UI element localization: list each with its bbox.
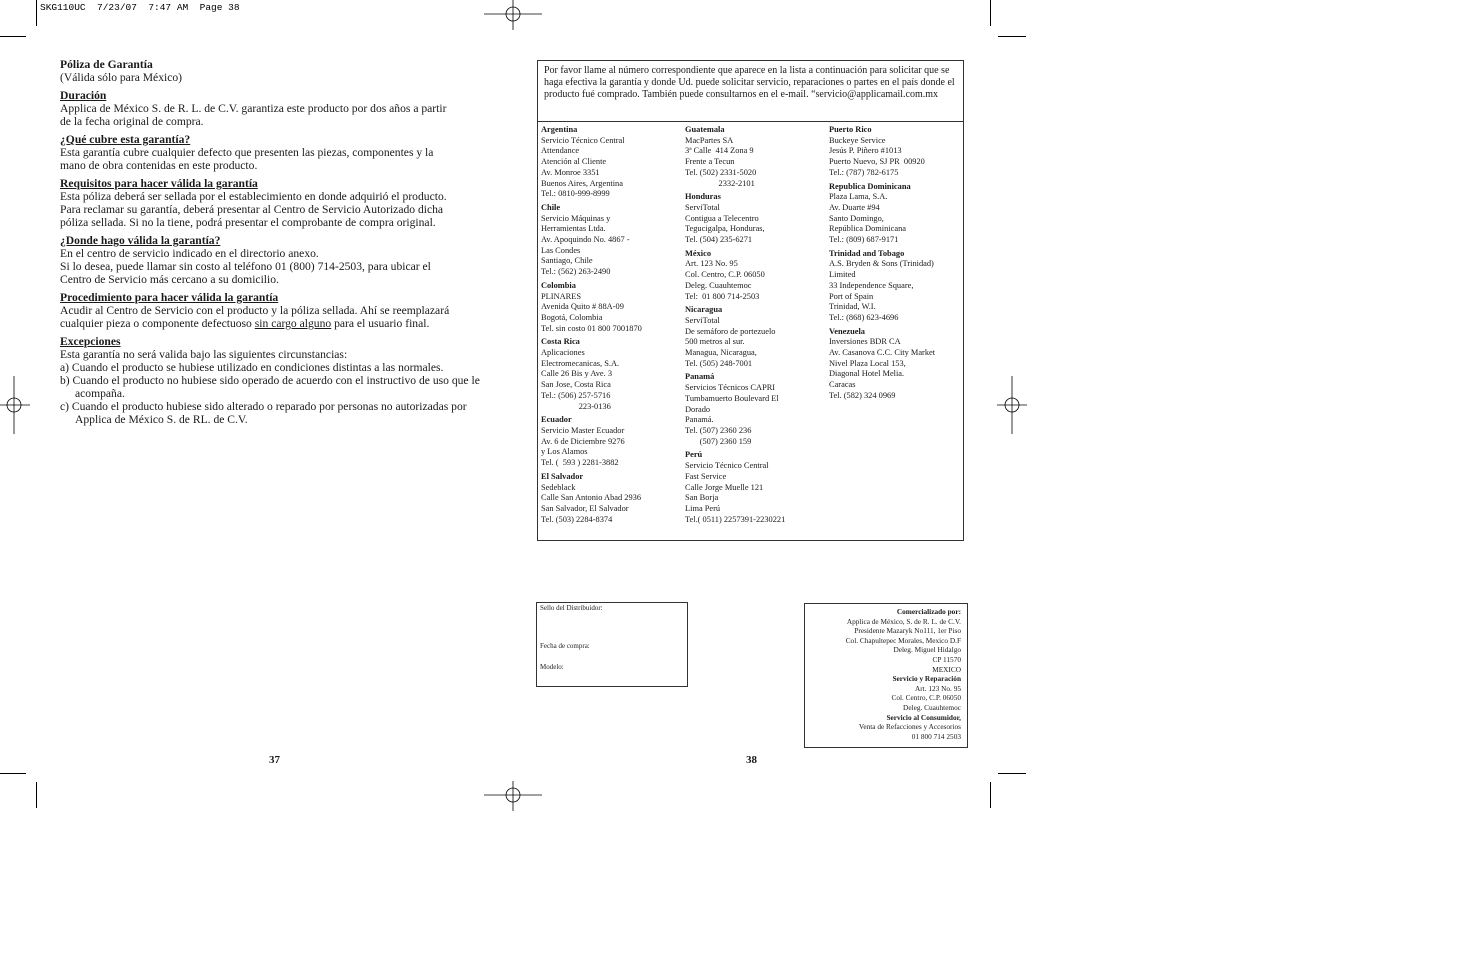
- address-line: Managua, Nicaragua,: [685, 348, 757, 358]
- directory-intro: Por favor llame al número correspondiente que aparece en la lista a continuación para solicitar que se haga efectiva la garantía y donde Ud. puede solicitar servicio, reparaciones o partes en el país donde el producto fué comprado. También puede consultarnos en el e-mail. “servicio@applicamail.com.mx: [538, 61, 963, 122]
- marketed-by-line: Col. Chapultepec Morales, Mexico D.F: [845, 635, 961, 645]
- section-line: Esta póliza deberá ser sellada por el establecimiento en donde adquirió el producto.: [60, 190, 447, 203]
- country-name: México: [685, 248, 712, 258]
- address-line: Avenida Quito # 88A-09: [541, 302, 624, 312]
- section-line: póliza sellada. Si no la tiene, podrá presentar el comprobante de compra original.: [60, 216, 436, 229]
- address-line: A.S. Bryden & Sons (Trinidad): [829, 259, 934, 269]
- registration-mark-icon: [0, 376, 30, 434]
- marketed-by-line: Applica de México, S. de R. L. de C.V.: [846, 616, 961, 626]
- section-text: [60, 190, 500, 229]
- address-line: 33 Independence Square,: [829, 280, 914, 290]
- address-line: Deleg. Cuauhtemoc: [685, 280, 752, 290]
- section-line: mano de obra contenidas en este producto.: [60, 159, 258, 172]
- marketed-by-line: Deleg. Cuauhtemoc: [903, 702, 961, 712]
- section-heading: Requisitos para hacer válida la garantía: [60, 177, 258, 190]
- crop-mark: [36, 0, 37, 26]
- exceptions-intro: Esta garantía no será valida bajo las siguientes circunstancias:: [60, 348, 348, 361]
- section-line: Si lo desea, puede llamar sin costo al teléfono 01 (800) 714-2503, para ubicar el: [60, 260, 431, 273]
- country-name: Venezuela: [829, 326, 865, 336]
- section-line: Para reclamar su garantía, deberá presentar al Centro de Servicio Autorizado dicha: [60, 203, 444, 216]
- model-label: Modelo:: [540, 663, 564, 671]
- warranty-policy: [60, 58, 500, 426]
- exception-item: b) Cuando el producto no hubiese sido operado de acuerdo con el instructivo de uso que le acompaña.: [60, 374, 480, 400]
- address-line: PLINARES: [541, 291, 582, 301]
- section-line: Applica de México S. de R. L. de C.V. garantiza este producto por dos años a partir: [60, 102, 447, 115]
- purchase-date-label: Fecha de compra:: [540, 642, 590, 650]
- distributor-stamp-box: [536, 602, 688, 687]
- address-line: 500 metros al sur.: [685, 337, 745, 347]
- country-name: Perú: [685, 450, 703, 460]
- country-name: Guatemala: [685, 125, 725, 134]
- country-entry: [541, 472, 642, 526]
- country-entry: [685, 450, 785, 525]
- address-line: Diagonal Hotel Melia.: [829, 369, 905, 379]
- country-entry: [541, 281, 642, 335]
- address-line: 223-0136: [541, 401, 611, 411]
- address-line: Sedeblack: [541, 482, 576, 492]
- address-line: (507) 2360 159: [685, 436, 752, 446]
- country-name: Argentina: [541, 125, 578, 134]
- country-entry: [685, 249, 785, 303]
- country-name: El Salvador: [541, 471, 584, 481]
- country-name: Puerto Rico: [829, 125, 872, 134]
- address-line: Fast Service: [685, 471, 727, 481]
- address-line: República Dominicana: [829, 224, 906, 234]
- address-line: Frente a Tecun: [685, 157, 735, 167]
- address-line: Contigua a Telecentro: [685, 213, 759, 223]
- procedure-heading: Procedimiento para hacer válida la garantía: [60, 291, 279, 304]
- address-line: Las Condes: [541, 245, 581, 255]
- country-name: Trinidad and Tobago: [829, 248, 905, 258]
- address-line: Servicio Master Ecuador: [541, 425, 625, 435]
- address-line: Col. Centro, C.P. 06050: [685, 270, 765, 280]
- address-line: Tel. sin costo 01 800 7001870: [541, 323, 642, 333]
- address-line: Herramientas Ltda.: [541, 224, 606, 234]
- address-line: San Jose, Costa Rica: [541, 380, 611, 390]
- exception-item: a) Cuando el producto se hubiese utilizado en condiciones distintas a las normales.: [60, 361, 444, 374]
- country-name: Republica Dominicana: [829, 181, 911, 191]
- procedure-text: Acudir al Centro de Servicio con el producto y la póliza sellada. Ahí se reemplazará cualquier pieza o componente defectuoso sin cargo alguno para el usuario final.: [60, 304, 450, 330]
- marketed-by-line: Col. Centro, C.P. 06050: [891, 693, 961, 703]
- crop-mark: [990, 0, 991, 26]
- registration-mark-icon: [997, 376, 1027, 434]
- marketed-by-line: Servicio al Consumidor,: [886, 712, 961, 722]
- address-line: De semáforo de portezuelo: [685, 326, 776, 336]
- address-line: Servicios Técnicos CAPRI: [685, 383, 776, 393]
- address-line: Av. Casanova C.C. City Market: [829, 348, 936, 358]
- exceptions-list: [60, 361, 500, 426]
- address-line: Inversiones BDR CA: [829, 337, 901, 347]
- address-line: Tel. (504) 235-6271: [685, 235, 753, 245]
- country-name: Nicaragua: [685, 305, 723, 315]
- address-line: Buckeye Service: [829, 135, 886, 145]
- section-line: de la fecha original de compra.: [60, 115, 204, 128]
- address-line: Av. 6 de Diciembre 9276: [541, 436, 625, 446]
- address-line: Buenos Aires, Argentina: [541, 178, 623, 188]
- crop-mark: [990, 782, 991, 808]
- crop-mark: [0, 36, 26, 37]
- address-line: Tel. (502) 2331-5020: [685, 167, 757, 177]
- country-name: Chile: [541, 202, 561, 212]
- section-line: Esta garantía cubre cualquier defecto que presenten las piezas, componentes y la: [60, 146, 434, 159]
- registration-mark-icon: [484, 0, 542, 30]
- address-line: Servicio Máquinas y: [541, 213, 611, 223]
- section-line: En el centro de servicio indicado en el directorio anexo.: [60, 247, 319, 260]
- address-line: Servicio Técnico Central: [541, 135, 625, 145]
- address-line: San Borja: [685, 493, 719, 503]
- marketed-by-box: [804, 603, 968, 748]
- address-line: Caracas: [829, 380, 856, 390]
- country-entry: [541, 125, 642, 200]
- directory-column: [685, 125, 785, 528]
- directory-column: [541, 125, 642, 528]
- address-line: Tel.: (787) 782-6175: [829, 167, 899, 177]
- address-line: Trinidad, W.I.: [829, 302, 876, 312]
- page-number-left: 37: [269, 754, 280, 766]
- country-entry: [685, 192, 785, 246]
- address-line: Plaza Lama, S.A.: [829, 192, 888, 202]
- section-text: [60, 247, 500, 286]
- warranty-title: Póliza de Garantía: [60, 58, 153, 71]
- address-line: Attendance: [541, 146, 580, 156]
- service-directory-box: [537, 60, 964, 541]
- exception-item: c) Cuando el producto hubiese sido alterado o reparado por personas no autorizadas por Applica de México S. de RL. de C.V.: [60, 400, 467, 426]
- address-line: ServiTotal: [685, 315, 720, 325]
- address-line: Tel. (507) 2360 236: [685, 425, 752, 435]
- address-line: Dorado: [685, 404, 711, 414]
- address-line: Lima Perú: [685, 503, 721, 513]
- address-line: Bogotá, Colombia: [541, 312, 603, 322]
- address-line: Tel. (505) 248-7001: [685, 358, 753, 368]
- address-line: Servicio Técnico Central: [685, 461, 769, 471]
- country-name: Honduras: [685, 192, 721, 202]
- country-entry: [685, 372, 785, 447]
- address-line: Atención al Cliente: [541, 157, 607, 167]
- section-heading: ¿Donde hago válida la garantía?: [60, 234, 221, 247]
- country-entry: [541, 203, 642, 278]
- address-line: Santiago, Chile: [541, 256, 593, 266]
- address-line: Tel.: 0810-999-8999: [541, 189, 610, 199]
- crop-mark: [998, 36, 1026, 37]
- address-line: MacPartes SA: [685, 135, 734, 145]
- country-name: Ecuador: [541, 415, 572, 425]
- section-heading: Duración: [60, 89, 107, 102]
- address-line: Tel.: (506) 257-5716: [541, 390, 611, 400]
- address-line: Puerto Nuevo, SJ PR 00920: [829, 157, 925, 167]
- distributor-seal-label: Sello del Distribuidor:: [540, 604, 603, 612]
- address-line: Tel: 01 800 714-2503: [685, 291, 760, 301]
- marketed-by-line: Venta de Refacciones y Accesorios: [858, 722, 961, 732]
- country-entry: [829, 182, 935, 246]
- country-name: Panamá: [685, 372, 715, 382]
- address-line: Tel. ( 593 ) 2281-3882: [541, 458, 619, 468]
- address-line: Nivel Plaza Local 153,: [829, 358, 906, 368]
- marketed-by-line: CP 11570: [932, 654, 961, 664]
- registration-mark-icon: [484, 781, 542, 811]
- section-text: [60, 102, 500, 128]
- address-line: Panamá.: [685, 415, 714, 425]
- marketed-by-line: Deleg. Miguel Hidalgo: [893, 645, 961, 655]
- address-line: Tel.: (809) 687-9171: [829, 235, 899, 245]
- address-line: Electromecanicas, S.A.: [541, 358, 620, 368]
- country-entry: [829, 125, 935, 179]
- address-line: Limited: [829, 270, 856, 280]
- address-line: Tel.( 0511) 2257391-2230221: [685, 514, 786, 524]
- section-line: Centro de Servicio más cercano a su domicilio.: [60, 273, 279, 286]
- address-line: Port of Spain: [829, 291, 874, 301]
- address-line: Tumbamuerto Boulevard El: [685, 393, 779, 403]
- country-name: Costa Rica: [541, 337, 580, 347]
- warranty-sections: [60, 89, 500, 286]
- country-name: Colombia: [541, 280, 576, 290]
- address-line: Tel. (582) 324 0969: [829, 390, 896, 400]
- address-line: 3ª Calle 414 Zona 9: [685, 146, 754, 156]
- address-line: Tel.: (868) 623-4696: [829, 312, 899, 322]
- printer-slug: SKG110UC 7/23/07 7:47 AM Page 38: [40, 2, 240, 13]
- marketed-by-line: Servicio y Reparación: [892, 674, 961, 684]
- marketed-by-line: Comercializado por:: [896, 607, 961, 616]
- address-line: Aplicaciones: [541, 348, 585, 358]
- directory-column: [829, 125, 935, 405]
- marketed-by-line: Presidente Mazaryk No111, 1er Piso: [854, 626, 961, 636]
- address-line: Calle Jorge Muelle 121: [685, 482, 764, 492]
- page-number-right: 38: [746, 754, 757, 766]
- country-entry: [685, 305, 785, 369]
- country-entry: [541, 337, 642, 412]
- crop-mark: [998, 773, 1026, 774]
- address-line: Av. Apoquindo No. 4867 -: [541, 235, 630, 245]
- address-line: Art. 123 No. 95: [685, 259, 738, 269]
- address-line: Calle 26 Bis y Ave. 3: [541, 369, 613, 379]
- address-line: Santo Domingo,: [829, 213, 884, 223]
- country-entry: [685, 125, 785, 189]
- marketed-by-line: 01 800 714 2503: [911, 731, 961, 741]
- address-line: Av. Monroe 3351: [541, 167, 600, 177]
- address-line: Jesús P. Piñero #1013: [829, 146, 902, 156]
- address-line: Calle San Antonio Abad 2936: [541, 493, 642, 503]
- crop-mark: [0, 773, 26, 774]
- exceptions-heading: Excepciones: [60, 335, 121, 348]
- address-line: 2332-2101: [685, 178, 755, 188]
- address-line: Av. Duarte #94: [829, 202, 880, 212]
- country-entry: [829, 249, 935, 324]
- address-line: Tegucigalpa, Honduras,: [685, 224, 765, 234]
- address-line: San Salvador, El Salvador: [541, 503, 629, 513]
- marketed-by-line: MEXICO: [932, 664, 961, 674]
- section-text: [60, 146, 500, 172]
- crop-mark: [36, 782, 37, 808]
- address-line: ServiTotal: [685, 202, 720, 212]
- warranty-subtitle: (Válida sólo para México): [60, 71, 183, 84]
- section-heading: ¿Qué cubre esta garantía?: [60, 133, 191, 146]
- address-line: Tel. (503) 2284-8374: [541, 514, 613, 524]
- marketed-by-line: Art. 123 No. 95: [914, 683, 961, 693]
- address-line: y Los Alamos: [541, 447, 588, 457]
- address-line: Tel.: (562) 263-2490: [541, 267, 611, 277]
- country-entry: [829, 327, 935, 402]
- country-entry: [541, 415, 642, 469]
